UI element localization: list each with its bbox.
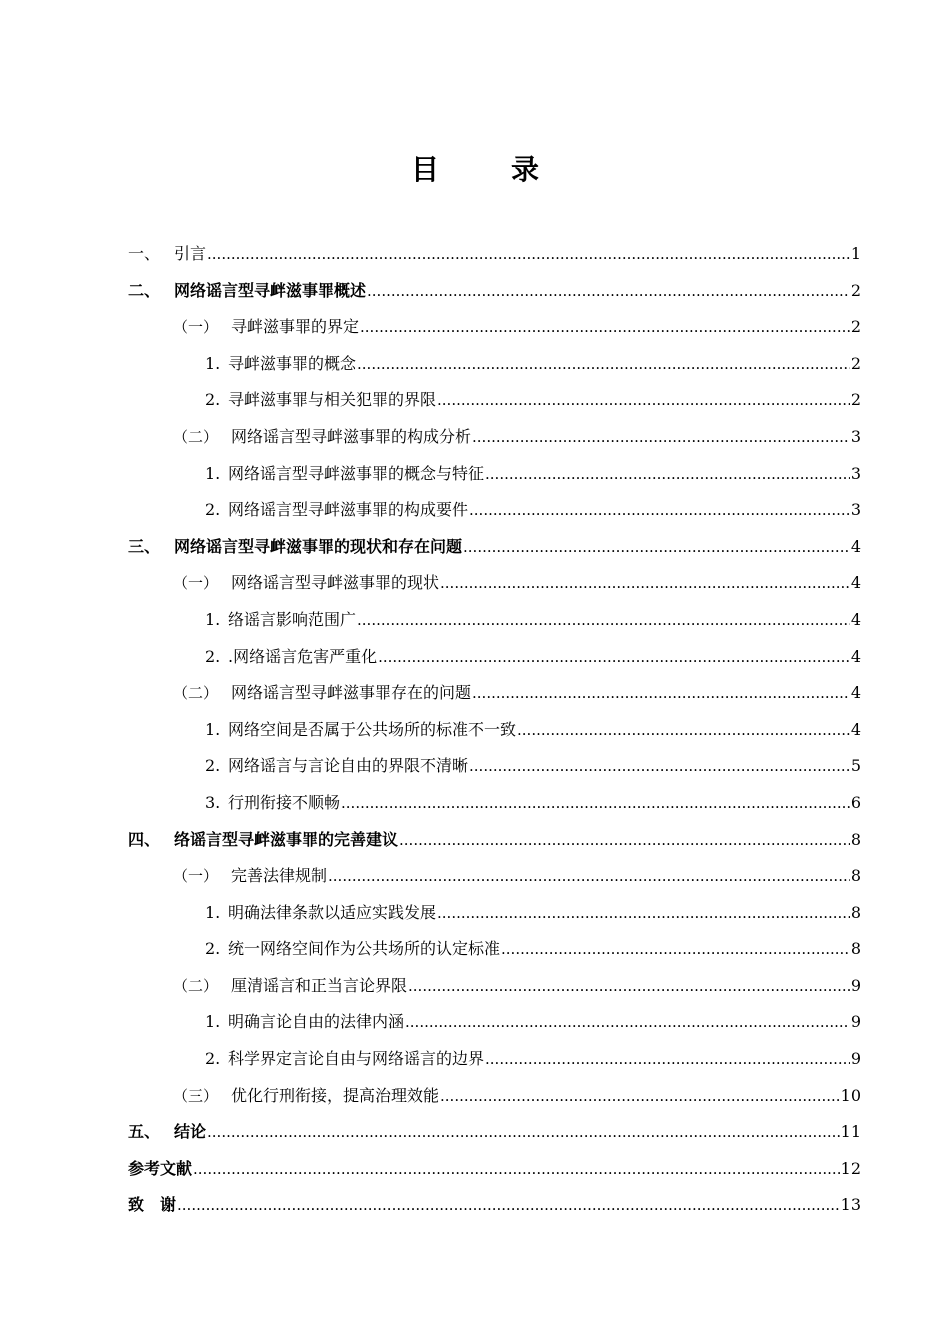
toc-entry-title: 络谣言影响范围广 (228, 609, 357, 629)
toc-leader-dots (357, 602, 850, 639)
toc-entry[interactable] (128, 785, 861, 822)
toc-title: 目 录 (410, 153, 561, 186)
toc-entry-title: 网络谣言型寻衅滋事罪存在的问题 (231, 683, 472, 703)
toc-entry-page: 8 (850, 866, 861, 886)
toc-leader-dots (328, 858, 850, 895)
toc-entry-number: 三、 (128, 536, 161, 556)
toc-entry-number: 四、 (128, 829, 161, 849)
toc-entry[interactable] (128, 382, 861, 419)
toc-entry-title: 结论 (174, 1122, 207, 1142)
toc-entry[interactable] (128, 1004, 861, 1041)
toc-entry-number: 二、 (128, 280, 161, 300)
toc-entry-title: 明确言论自由的法律内涵 (228, 1012, 405, 1032)
toc-entry[interactable] (128, 748, 861, 785)
toc-entry-page: 1 (850, 244, 861, 263)
toc-entry-page: 2 (850, 390, 861, 410)
toc-leader-dots (440, 565, 850, 602)
toc-entry-number: 1. (205, 902, 221, 922)
toc-entry-number: 2. (205, 500, 221, 520)
toc-leader-dots (485, 1041, 850, 1078)
toc-entry-page: 4 (850, 609, 861, 629)
toc-entry-page: 8 (850, 902, 861, 922)
toc-entry-page: 2 (850, 280, 861, 300)
toc-entry[interactable] (128, 309, 861, 346)
toc-entry-page: 10 (840, 1085, 861, 1105)
toc-entry[interactable] (128, 968, 861, 1005)
toc-entry[interactable] (128, 1187, 861, 1224)
toc-entry-page: 4 (850, 719, 861, 739)
toc-entry-page: 4 (850, 573, 861, 593)
toc-entry-title: 优化行刑衔接，提高治理效能 (231, 1085, 440, 1105)
toc-entry-title: 网络谣言型寻衅滋事罪的概念与特征 (228, 463, 485, 483)
toc-leader-dots (469, 748, 850, 785)
toc-entry[interactable] (128, 1151, 861, 1188)
toc-entry[interactable] (128, 273, 861, 310)
toc-entry-page: 8 (850, 829, 861, 849)
toc-entry-title: 网络空间是否属于公共场所的标准不一致 (228, 719, 517, 739)
toc-entry-title: 厘清谣言和正当言论界限 (231, 975, 408, 995)
toc-entry-page: 4 (850, 646, 861, 666)
toc-entry-number: 2. (205, 939, 221, 959)
toc-entry-number: （三） (173, 1086, 219, 1105)
toc-leader-dots (378, 639, 850, 676)
toc-entry-number: 2. (205, 756, 221, 776)
toc-entry-title: 统一网络空间作为公共场所的认定标准 (228, 939, 501, 959)
toc-entry-number: （二） (173, 976, 219, 995)
toc-entry[interactable] (128, 858, 861, 895)
toc-entry[interactable] (128, 895, 861, 932)
toc-entry-title: 寻衅滋事罪的界定 (231, 317, 360, 337)
toc-entry-number: （一） (173, 867, 219, 886)
toc-entry-title: .网络谣言危害严重化 (228, 646, 378, 666)
toc-entry-number: 1. (205, 353, 221, 373)
toc-entry-number: （二） (173, 427, 219, 446)
toc-leader-dots (437, 382, 850, 419)
toc-entry-number: 一、 (128, 244, 161, 263)
toc-entry-title: 网络谣言与言论自由的界限不清晰 (228, 756, 469, 776)
table-of-contents (128, 236, 861, 1224)
toc-entry-title: 引言 (174, 244, 207, 263)
toc-entry-title: 网络谣言型寻衅滋事罪的现状和存在问题 (174, 536, 463, 556)
toc-entry-number: 五、 (128, 1122, 161, 1142)
toc-entry-page: 9 (850, 1012, 861, 1032)
toc-leader-dots (440, 1078, 840, 1115)
toc-entry[interactable] (128, 712, 861, 749)
toc-entry-number: （一） (173, 318, 219, 337)
toc-entry[interactable] (128, 419, 861, 456)
toc-entry[interactable] (128, 456, 861, 493)
toc-leader-dots (405, 1004, 850, 1041)
toc-leader-dots (193, 1151, 840, 1188)
toc-entry-title: 网络谣言型寻衅滋事罪的构成要件 (228, 500, 469, 520)
toc-entry-title: 寻衅滋事罪与相关犯罪的界限 (228, 390, 437, 410)
toc-entry-title: 明确法律条款以适应实践发展 (228, 902, 437, 922)
toc-entry-page: 3 (850, 426, 861, 446)
toc-entry[interactable] (128, 565, 861, 602)
toc-entry-page: 9 (850, 1049, 861, 1069)
toc-entry[interactable] (128, 529, 861, 566)
toc-entry[interactable] (128, 675, 861, 712)
toc-entry-title: 完善法律规制 (231, 866, 328, 886)
toc-entry-title: 网络谣言型寻衅滋事罪的构成分析 (231, 426, 472, 446)
toc-entry[interactable] (128, 1078, 861, 1115)
toc-entry-page: 9 (850, 975, 861, 995)
toc-entry[interactable] (128, 492, 861, 529)
toc-entry-title: 行刑衔接不顺畅 (228, 792, 341, 812)
toc-leader-dots (485, 456, 850, 493)
toc-leader-dots (408, 968, 850, 1005)
toc-entry-page: 8 (850, 939, 861, 959)
toc-entry[interactable] (128, 1041, 861, 1078)
toc-entry-page: 6 (850, 792, 861, 812)
toc-entry-page: 12 (840, 1158, 861, 1178)
toc-leader-dots (517, 712, 850, 749)
toc-entry[interactable] (128, 602, 861, 639)
toc-entry-number: 1. (205, 609, 221, 629)
toc-entry[interactable] (128, 1114, 861, 1151)
toc-entry-page: 11 (840, 1122, 861, 1142)
toc-entry-title: 络谣言型寻衅滋事罪的完善建议 (174, 829, 399, 849)
toc-leader-dots (472, 419, 850, 456)
toc-entry[interactable] (128, 822, 861, 859)
toc-entry-page: 2 (850, 317, 861, 337)
toc-entry[interactable] (128, 346, 861, 383)
toc-entry[interactable] (128, 931, 861, 968)
toc-leader-dots (463, 529, 850, 566)
toc-leader-dots (177, 1187, 840, 1224)
toc-leader-dots (501, 931, 850, 968)
toc-entry-title: 致 谢 (128, 1195, 177, 1215)
toc-entry-title: 网络谣言型寻衅滋事罪概述 (174, 280, 367, 300)
toc-entry-page: 3 (850, 463, 861, 483)
toc-entry-title: 参考文献 (128, 1158, 193, 1178)
toc-entry-number: 1. (205, 463, 221, 483)
toc-entry-page: 3 (850, 500, 861, 520)
toc-entry-number: 1. (205, 1012, 221, 1032)
toc-entry-number: 2. (205, 390, 221, 410)
toc-leader-dots (399, 822, 850, 859)
toc-leader-dots (357, 346, 850, 383)
toc-entry-page: 4 (850, 536, 861, 556)
toc-leader-dots (207, 236, 850, 273)
toc-leader-dots (341, 785, 850, 822)
toc-entry-number: （二） (173, 684, 219, 703)
toc-entry[interactable] (128, 236, 861, 273)
toc-entry-page: 5 (850, 756, 861, 776)
toc-entry-title: 寻衅滋事罪的概念 (228, 353, 357, 373)
toc-leader-dots (437, 895, 850, 932)
toc-leader-dots (469, 492, 850, 529)
toc-leader-dots (360, 309, 850, 346)
toc-entry-number: 2. (205, 646, 221, 666)
toc-entry-page: 4 (850, 683, 861, 703)
toc-entry-title: 网络谣言型寻衅滋事罪的现状 (231, 573, 440, 593)
toc-entry-number: 1. (205, 719, 221, 739)
toc-entry-number: 2. (205, 1049, 221, 1069)
toc-entry-page: 2 (850, 353, 861, 373)
toc-entry-number: 3. (205, 792, 221, 812)
toc-entry-title: 科学界定言论自由与网络谣言的边界 (228, 1049, 485, 1069)
toc-leader-dots (207, 1114, 840, 1151)
toc-entry[interactable] (128, 639, 861, 676)
toc-entry-page: 13 (840, 1195, 861, 1215)
toc-leader-dots (472, 675, 850, 712)
toc-leader-dots (367, 273, 850, 310)
toc-entry-number: （一） (173, 574, 219, 593)
